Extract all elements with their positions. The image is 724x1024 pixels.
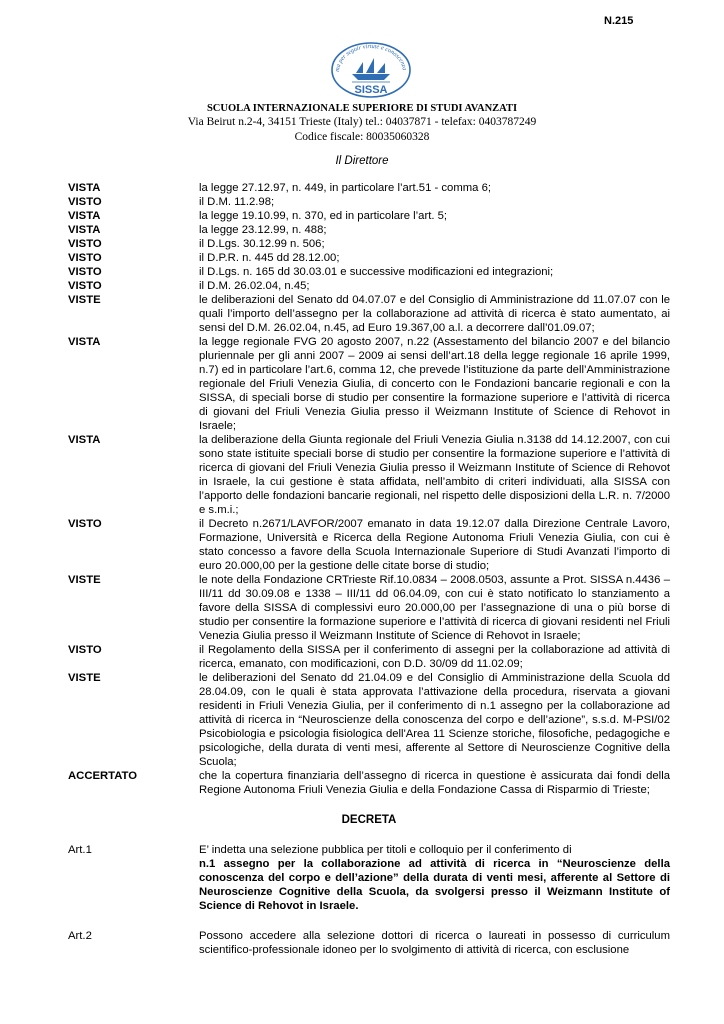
premise-text: il D.Lgs. n. 165 dd 30.03.01 e successive modificazioni ed integrazioni; bbox=[199, 266, 554, 278]
premise-text: il Regolamento della SISSA per il conferimento di assegni per la collaborazione ad attività di ricerca, emanato, con modificazioni, con D.D. 30/09 dd 11.02.09; bbox=[199, 644, 670, 670]
premise-row bbox=[68, 573, 670, 643]
premise-label: VISTA bbox=[68, 434, 101, 446]
premise-text: il D.Lgs. 30.12.99 n. 506; bbox=[199, 238, 325, 250]
document-number: N.215 bbox=[604, 15, 634, 27]
premise-text: le note della Fondazione CRTrieste Rif.10.0834 – 2008.0503, assunte a Prot. SISSA n.4436 – III/11 dd 30.09.08 e 1338 – III/11 dd 06.04.09, con cui è stato notificato lo stanziamento a favore della SISSA di complessivi euro 20.000,00 per l’assegnazione di una o più borse di studio per consentire la formazione superiore e l’attività di ricerca di giovani residenti nel Friuli Venezia Giulia presso il Weizmann Institute of Science di Rehovot in Israele; bbox=[199, 574, 670, 642]
premise-row bbox=[68, 237, 670, 251]
premise-text: il Decreto n.2671/LAVFOR/2007 emanato in data 19.12.07 dalla Direzione Centrale Lavoro, Formazione, Università e Ricerca della Regione Autonoma Friuli Venezia Giulia, con cui è stato concesso a favore della Scuola Internazionale Superiore di Studi Avanzati l’importo di euro 20.000,00 per la gestione delle citate borse di studio; bbox=[199, 518, 670, 572]
premise-row bbox=[68, 251, 670, 265]
article-text bbox=[199, 843, 670, 913]
premise-row bbox=[68, 769, 670, 797]
article-bold-text: n.1 assegno per la collaborazione ad attività di ricerca in “Neuroscienze della conoscenza del corpo e dell’azione” della durata di venti mesi, afferente al Settore di Neuroscienze Cognitive della Scuola, da svolgersi presso il Weizmann Institute of Science di Rehovot in Israele. bbox=[199, 858, 670, 912]
school-address: Via Beirut n.2-4, 34151 Trieste (Italy) tel.: 04037871 - telefax: 0403787249 bbox=[187, 116, 537, 128]
premise-label: VISTO bbox=[68, 644, 102, 656]
premise-row bbox=[68, 279, 670, 293]
premise-row bbox=[68, 223, 670, 237]
premise-label: ACCERTATO bbox=[68, 770, 138, 782]
premise-text: le deliberazioni del Senato dd 21.04.09 e del Consiglio di Amministrazione della Scuola dd 28.04.09, con le quali è stata approvata l’attivazione della procedura, riservata a giovani residenti in Friuli Venezia Giulia, per il conferimento di n.1 assegno per la collaborazione ad attività di ricerca in “Neuroscienze della conoscenza del corpo e dell’azione”, s.s.d. M-PSI/02 Psicobiologia e psicologia fisiologica dell'Area 11 Scienze storiche, filosofiche, pedagogiche e psicologiche, della durata di venti mesi, afferente al Settore di Neuroscienze Cognitive della Scuola; bbox=[199, 672, 670, 768]
premise-label: VISTA bbox=[68, 224, 101, 236]
premise-label: VISTO bbox=[68, 238, 102, 250]
sissa-logo bbox=[330, 42, 412, 98]
logo-name: SISSA bbox=[354, 84, 388, 96]
premise-label: VISTA bbox=[68, 182, 101, 194]
logo-motto: ma per seguir virtute e conoscenza bbox=[333, 42, 408, 73]
premise-label: VISTA bbox=[68, 210, 101, 222]
premise-label: VISTE bbox=[68, 294, 101, 306]
article-label: Art.1 bbox=[68, 844, 92, 856]
premise-label: VISTO bbox=[68, 280, 102, 292]
premise-text: il D.M. 26.02.04, n.45; bbox=[199, 280, 310, 292]
premise-row bbox=[68, 433, 670, 517]
premise-row bbox=[68, 209, 670, 223]
premise-label: VISTO bbox=[68, 518, 102, 530]
premise-row bbox=[68, 293, 670, 335]
premise-text: che la copertura finanziaria dell’assegno di ricerca in questione è assicurata dai fondi della Regione Autonoma Friuli Venezia Giulia e della Fondazione Cassa di Risparmio di Trieste; bbox=[199, 770, 670, 796]
premise-label: VISTO bbox=[68, 266, 102, 278]
premise-text: la legge 27.12.97, n. 449, in particolare l’art.51 - comma 6; bbox=[199, 182, 492, 194]
premise-row bbox=[68, 643, 670, 671]
premise-text: la legge 23.12.99, n. 488; bbox=[199, 224, 327, 236]
article-row bbox=[68, 843, 670, 913]
article-intro: E’ indetta una selezione pubblica per titoli e colloquio per il conferimento di bbox=[199, 844, 572, 856]
premise-row bbox=[68, 181, 670, 195]
premise-label: VISTO bbox=[68, 196, 102, 208]
decree-body bbox=[68, 181, 670, 957]
premise-text: il D.P.R. n. 445 dd 28.12.00; bbox=[199, 252, 340, 264]
letterhead bbox=[0, 102, 724, 145]
fiscal-code: Codice fiscale: 80035060328 bbox=[294, 131, 430, 143]
premise-label: VISTE bbox=[68, 574, 101, 586]
premise-text: il D.M. 11.2.98; bbox=[199, 196, 275, 208]
premise-row bbox=[68, 195, 670, 209]
premise-row bbox=[68, 335, 670, 433]
director-heading: Il Direttore bbox=[335, 155, 389, 167]
premise-text: le deliberazioni del Senato dd 04.07.07 e del Consiglio di Amministrazione dd 11.07.07 con le quali l’importo dell’assegno per la collaborazione ad attività di ricerca è stato aumentato, ai sensi del D.M. 26.02.04, n.45, ad Euro 19.367,00 a.l. a decorrere dall’01.09.07; bbox=[199, 294, 670, 334]
premise-row bbox=[68, 671, 670, 769]
premise-row bbox=[68, 265, 670, 279]
premise-text: la legge 19.10.99, n. 370, ed in particolare l’art. 5; bbox=[199, 210, 448, 222]
article-text: Possono accedere alla selezione dottori di ricerca o laureati in possesso di curriculum scientifico-professionale idoneo per lo svolgimento di attività di ricerca, con esclusione bbox=[199, 930, 670, 956]
premise-label: VISTO bbox=[68, 252, 102, 264]
decreta-heading: DECRETA bbox=[341, 814, 397, 826]
article-label: Art.2 bbox=[68, 930, 92, 942]
premise-text: la deliberazione della Giunta regionale del Friuli Venezia Giulia n.3138 dd 14.12.2007, con cui sono state istituite speciali borse di studio per consentire la formazione superiore e l’attività di ricerca di giovani del Friuli Venezia Giulia presso il Weizmann Institute of Science di Rehovot in Israele, la cui gestione è stata affidata, nell’ambito di criteri individuati, alla SISSA con l’apporto delle fondazioni bancarie regionali, nel rispetto delle disposizioni della L.R. n. 7/2000 e s.m.i.; bbox=[199, 434, 670, 516]
premise-row bbox=[68, 517, 670, 573]
school-name: SCUOLA INTERNAZIONALE SUPERIORE DI STUDI AVANZATI bbox=[206, 103, 518, 114]
premise-label: VISTE bbox=[68, 672, 101, 684]
premise-text: la legge regionale FVG 20 agosto 2007, n.22 (Assestamento del bilancio 2007 e del bilancio pluriennale per gli anni 2007 – 2009 ai sensi dell’art.18 della legge regionale 16 aprile 1999, n.7) ed in particolare l’art.6, comma 12, che prevede l’istituzione da parte dell’Amministrazione regionale del Friuli Venezia Giulia, di concerto con le Fondazioni bancarie regionali e con la SISSA, di speciali borse di studio per consentire la formazione superiore e l’attività di ricerca di giovani del Friuli Venezia Giulia presso il Weizmann Institute of Science di Rehovot in Israele; bbox=[199, 336, 670, 432]
article-row bbox=[68, 929, 670, 957]
premise-label: VISTA bbox=[68, 336, 101, 348]
